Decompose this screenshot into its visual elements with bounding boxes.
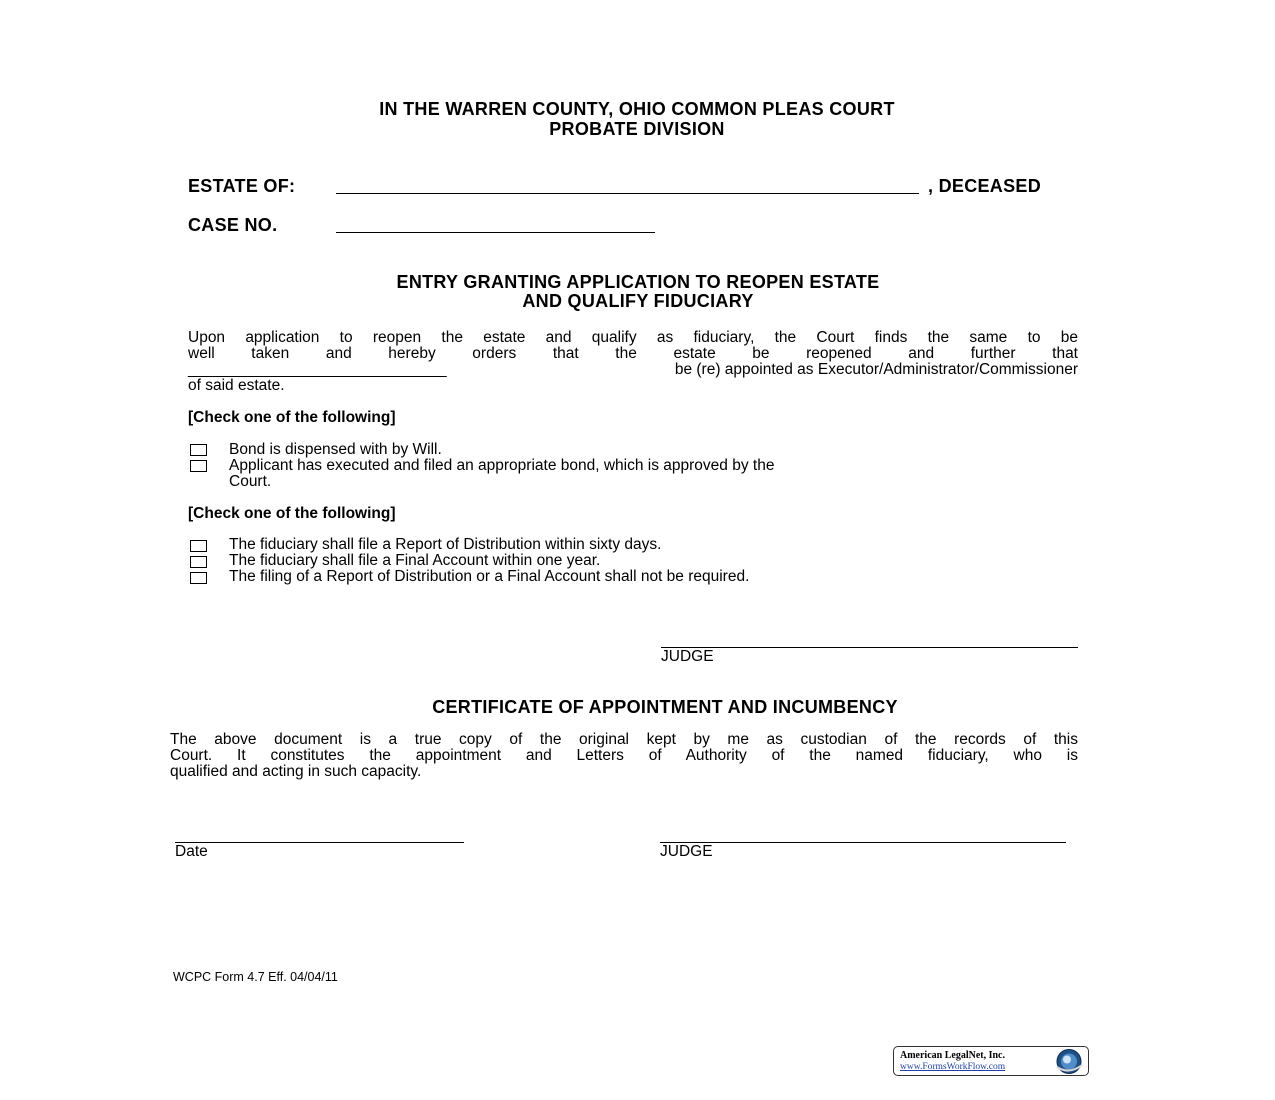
certificate-title: CERTIFICATE OF APPOINTMENT AND INCUMBENCY: [432, 697, 898, 717]
judge-signature-line-1[interactable]: [661, 647, 1078, 648]
certificate-line1: The above document is a true copy of the original kept by me as custodian of the records of this: [170, 731, 1078, 748]
judge-label-1: JUDGE: [661, 648, 714, 665]
account-option-1-label: The fiduciary shall file a Report of Distribution within sixty days.: [229, 536, 662, 553]
bond-option-2-continuation: Court.: [229, 473, 272, 490]
court-header-line1: IN THE WARREN COUNTY, OHIO COMMON PLEAS COURT: [379, 99, 895, 119]
form-identifier: WCPC Form 4.7 Eff. 04/04/11: [173, 970, 338, 984]
bond-option-1-label: Bond is dispensed with by Will.: [229, 441, 442, 458]
date-line[interactable]: [175, 842, 464, 843]
estate-label: ESTATE OF:: [188, 176, 296, 196]
entry-title-line2: AND QUALIFY FIDUCIARY: [522, 291, 754, 311]
entry-title-line1: ENTRY GRANTING APPLICATION TO REOPEN ESTATE: [396, 272, 880, 292]
case-number-label: CASE NO.: [188, 215, 278, 235]
account-option-2-checkbox[interactable]: [190, 556, 207, 568]
entry-paragraph-line3: [188, 362, 1078, 378]
bond-option-2-checkbox[interactable]: [190, 460, 207, 472]
certificate-line3: qualified and acting in such capacity.: [170, 763, 422, 780]
judge-label-2: JUDGE: [660, 843, 713, 860]
date-label: Date: [175, 843, 208, 860]
logo-company-name: American LegalNet, Inc.: [900, 1050, 1005, 1061]
account-option-1-checkbox[interactable]: [190, 540, 207, 552]
certificate-line2: Court. It constitutes the appointment and Letters of Authority of the named fiduciary, who is: [170, 747, 1078, 764]
account-option-3-checkbox[interactable]: [190, 572, 207, 584]
american-legalnet-logo: [893, 1046, 1089, 1076]
account-option-2-label: The fiduciary shall file a Final Account within one year.: [229, 552, 601, 569]
appointment-text: be (re) appointed as Executor/Administrator/Commissioner: [674, 361, 1078, 378]
case-number-field[interactable]: [336, 232, 655, 233]
account-option-3-label: The filing of a Report of Distribution or a Final Account shall not be required.: [229, 568, 750, 585]
deceased-label: , DECEASED: [928, 176, 1042, 196]
entry-paragraph-line4: of said estate.: [188, 377, 285, 394]
account-instruction: [Check one of the following]: [188, 505, 396, 522]
fiduciary-name-blank[interactable]: ______________________________: [188, 361, 447, 378]
entry-paragraph-line2: well taken and hereby orders that the estate be reopened and further that: [188, 345, 1078, 362]
estate-name-field[interactable]: [336, 193, 919, 194]
court-header-line2: PROBATE DIVISION: [549, 119, 725, 139]
entry-paragraph-line1: Upon application to reopen the estate and qualify as fiduciary, the Court finds the same to be: [188, 329, 1078, 346]
globe-icon: [1054, 1048, 1084, 1075]
judge-signature-line-2[interactable]: [660, 842, 1066, 843]
logo-url[interactable]: www.FormsWorkFlow.com: [900, 1062, 1006, 1072]
bond-option-1-checkbox[interactable]: [190, 444, 207, 456]
bond-instruction: [Check one of the following]: [188, 409, 396, 426]
bond-option-2-label: Applicant has executed and filed an appropriate bond, which is approved by the: [229, 457, 775, 474]
